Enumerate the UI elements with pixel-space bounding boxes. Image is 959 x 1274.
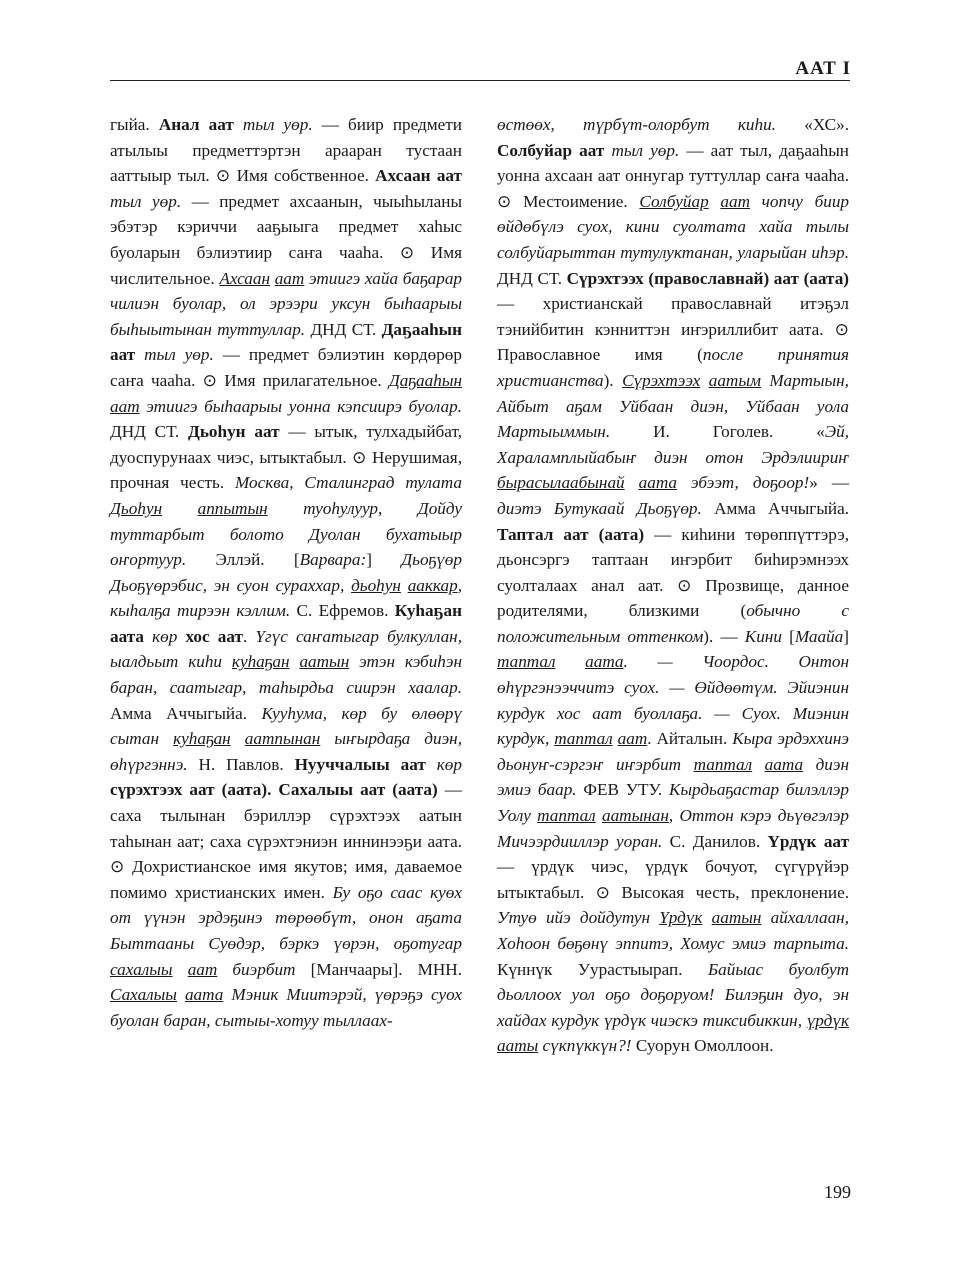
text-run: аат <box>187 959 218 979</box>
text-run: Нууччалыы аат <box>294 754 426 774</box>
text-run <box>556 652 586 671</box>
text-run: Сүрэхтээх <box>622 370 701 390</box>
text-run: «ХС». <box>775 115 849 134</box>
text-run: Амма Аччыгыйа. <box>110 703 262 723</box>
text-run: аатынан <box>601 806 669 826</box>
text-run: Мартыын, Айбыт аҕам Уйбаан диэн, Уйбаан уола Мартыыммын. <box>497 370 849 442</box>
text-run: таптал <box>537 806 596 826</box>
text-run: , кыһалҕа тирээн кэллим. <box>110 575 463 621</box>
text-run: аата <box>184 985 224 1005</box>
text-run: , Оттон кэрэ дьүөгэлэр Мичээрдииллэр уоран. <box>497 806 850 851</box>
text-run: Күннүк Уурастыырап. <box>497 959 708 979</box>
text-run: ). — <box>703 626 745 646</box>
text-run: С. Данилов. <box>662 831 768 851</box>
left-column <box>110 112 462 1033</box>
text-run: тыл уөр. <box>135 345 214 365</box>
text-run: Дьоһун <box>110 498 163 518</box>
text-run: аатын <box>299 652 350 672</box>
text-run: — биир предмети атылыы предметтэртэн арааран тустаан ааттыыр тыл. ⊙ Имя собственное. <box>110 115 462 186</box>
text-run: Кини <box>744 626 782 646</box>
text-run: Маайа <box>794 626 844 646</box>
text-run: — предмет бэлиэтин көрдөрөр саҥа чааһа. ⊙ Имя прилагательное. <box>110 345 462 390</box>
text-run <box>702 908 711 927</box>
text-run: аат <box>110 396 140 416</box>
text-run: Москва, Сталинград тулата <box>234 473 462 493</box>
text-run: сахалыы <box>110 959 173 979</box>
text-run <box>752 755 765 774</box>
text-run: ааты <box>497 1036 539 1056</box>
text-run: . — <box>623 652 703 672</box>
text-run: дьоһун <box>351 575 401 595</box>
text-run: ] <box>843 626 849 646</box>
text-run: аата <box>764 754 804 774</box>
text-run: тыл уөр. <box>604 140 680 160</box>
text-run: куһаҕан <box>173 729 231 749</box>
text-run: аатын <box>711 908 762 928</box>
left-column-text <box>110 112 462 1033</box>
text-run: — киһини төрөппүттэрэ, дьонсэргэ таптаан иҥэрбит биһирэмнээх суолталаах анал аат. ⊙ Прозвище, данное родителями, близкими ( <box>497 524 850 621</box>
text-run: Сахалыы <box>110 985 177 1005</box>
text-run: [ <box>781 626 795 646</box>
text-run: Бу оҕо саас куөх от үүнэн эрдэҕинэ төрөөбүт, онон аҕата Быттааны Суөдэр, бэркэ үөрэн, оҕотугар <box>110 882 462 953</box>
text-run: — үрдүк чиэс, үрдүк бочуот, сүгүрүйэр ытыктабыл. ⊙ Высокая честь, преклонение. <box>497 857 849 902</box>
text-run: аата <box>638 473 678 493</box>
text-run: аатпынан <box>244 729 321 749</box>
text-run: хос аат <box>185 626 243 646</box>
text-run <box>231 729 245 748</box>
text-run: ). <box>603 370 623 390</box>
text-run: Анал аат <box>158 115 234 134</box>
text-run <box>173 960 188 979</box>
text-run: Куһаҕан аата <box>110 601 462 646</box>
text-run <box>625 473 639 492</box>
text-run: Чоордос. Онтон өһүргэнээччитэ суох. — Өйдөөтүм. Эйиэнин курдук хос аат буоллаҕа. — Суох. Миэнин курдук, <box>497 652 849 749</box>
text-run: Дьоҕүөр Дьоҕүөрэбис, эн суон сураххар, <box>110 550 462 595</box>
text-run <box>709 192 721 211</box>
text-run: таптал <box>693 754 753 774</box>
text-run: диэтэ Бутукаай Дьоҕүөр. <box>497 498 702 518</box>
text-run: этэн кэбиһэн баран, саатыгар, таһырдьа сиирэн хаалар. <box>110 652 462 698</box>
text-run: Варвара: <box>299 550 367 570</box>
header-rule <box>110 80 850 81</box>
text-run: гыйа. <box>110 115 159 134</box>
text-run: аат <box>617 729 648 749</box>
text-run: ] <box>366 550 402 570</box>
page-number: 199 <box>824 1182 851 1202</box>
text-run: ДНД СТ. <box>305 319 382 339</box>
text-run: куһаҕан <box>231 652 290 672</box>
text-run: аат <box>720 191 750 211</box>
text-run: Кууһума, көр бу өлөөрү сытан <box>110 703 462 749</box>
text-run: Кыра эрдэххинэ дьонуҥ-сэргэҥ иҥэрбит <box>497 729 849 774</box>
text-run: туоһулуур, Дойду туттарбыт болото Дуолан бухатыыр оҥортуур. <box>110 498 462 570</box>
text-run: эбээт, доҕоор! <box>677 473 810 493</box>
text-run: Кырдьаҕастар билэллэр Уолу <box>497 780 849 826</box>
text-run: ДНД СТ. <box>110 422 188 442</box>
text-run: таптал <box>554 729 613 749</box>
running-header-title: ААТ I <box>795 58 851 79</box>
text-run <box>700 371 709 390</box>
text-run: айхаллаан, Хоһоон бөҕөнү эппитэ, Хомус эмиэ тарпыта. <box>497 908 850 953</box>
text-run: этиигэ хайа баҕарар чилиэн буолар, ол эрээри уксун быһаарыы быһыытынан туттуллар. <box>110 268 463 339</box>
text-run: үрдүк <box>806 1010 849 1030</box>
text-run: обычно с положительным оттенком <box>497 601 849 646</box>
text-run: сүкпүккүн?! <box>538 1036 632 1056</box>
text-run: ДНД СТ. <box>497 268 567 288</box>
text-run: С. Ефремов. <box>290 601 395 621</box>
text-run: после принятия христианства <box>497 345 849 390</box>
text-run: Сүрэхтээх (православнай) аат (аата) <box>566 268 850 288</box>
text-run: . Айталын. <box>647 729 733 749</box>
text-run: Эллэй. [ <box>186 550 300 570</box>
text-run <box>162 499 198 518</box>
text-run: » — <box>809 473 850 493</box>
text-run: Даҕааһын аат <box>110 319 462 365</box>
text-run: [Манчаары]. МНН. <box>295 959 463 979</box>
text-run <box>177 985 185 1004</box>
text-run: — ытык, тулхадыйбат, дуоспурунаах чиэс, ытыктабыл. ⊙ Нерушимая, прочная честь. <box>110 422 462 493</box>
text-run: сүрэхтээх аат (аата). Сахалыы аат (аата) <box>110 780 438 800</box>
text-run: көр <box>144 626 186 646</box>
text-run: Даҕааһын <box>388 370 462 390</box>
text-run: аатым <box>708 370 761 390</box>
text-run: көр <box>425 754 462 774</box>
text-run: Үгүс саҥатыгар булкуллан, ыалдьыт киһи <box>110 626 462 672</box>
text-run: ааккар <box>407 575 458 595</box>
text-run: Н. Павлов. <box>187 754 295 774</box>
text-run: — аат тыл, даҕааһын уонна ахсаан аат оннугар туттуллар саҥа чааһа. ⊙ Местоимение. <box>497 140 849 211</box>
text-run: — саха тылынан бэриллэр сүрэхтээх аатын таһынан аат; саха сүрэхтэниэн иннинээҕи аата. ⊙ Дохристианское имя якутов; имя, даваемое помимо христианских имен. <box>110 780 462 902</box>
text-run: Солбуйар аат <box>497 140 605 160</box>
text-run: Дьоһун аат <box>188 422 280 442</box>
text-run: өстөөх, түрбүт-олорбут киһи. <box>497 115 776 134</box>
right-column-text <box>497 112 849 1059</box>
text-run: Үрдүк <box>659 908 703 928</box>
text-run: аппытын <box>197 498 268 518</box>
text-run: — христианскай православнай итэҕэл тэнийбитин кэнниттэн иҥэриллибит аата. ⊙ Православное имя ( <box>497 294 849 365</box>
text-run: . <box>242 626 256 646</box>
text-run: тыл уөр. <box>233 115 313 134</box>
text-run: диэн эмиэ баар. <box>497 754 849 800</box>
text-run: — предмет ахсаанын, чыыһыланы эбэтэр кэриччи ааҕыыга предмет хаһыс буоларын бэлиэтиир саҥа чааһа. ⊙ Имя числительное. <box>110 191 462 288</box>
text-run: аат <box>274 268 305 288</box>
text-run: И. Гоголев. « <box>610 422 825 442</box>
text-run: этиигэ быһаарыы уонна кэпсиирэ буолар. <box>139 396 462 416</box>
text-run: Солбуйар <box>639 191 709 211</box>
text-run: Эй, Хараламплыйабыҥ диэн отон Эрдэлиириҥ <box>497 422 849 467</box>
text-run: ФЕВ УТУ. <box>576 780 669 800</box>
text-run: тыл уөр. <box>110 191 182 211</box>
text-run: Үрдүк аат <box>767 831 850 851</box>
text-run: Ахсаан <box>219 268 271 288</box>
text-run: Амма Аччыгыйа. <box>701 498 849 518</box>
text-run: ыҥырдаҕа диэн, өһүргэннэ. <box>110 729 462 774</box>
text-run: бырасылаабынай <box>497 473 625 493</box>
text-run: Байыас буолбут дьоллоох уол оҕо доҕоруом! Билэҕин дуо, эн хайдах курдук үрдүк чиэскэ тиксибиккин, <box>497 959 850 1030</box>
text-run <box>401 576 408 595</box>
text-run: таптал <box>497 652 556 672</box>
text-run: чопчу биир өйдөбүлэ суох, кини суолтата хайа тылы солбуйарыттан тутулуктанан, уларыйан иһэр. <box>497 191 850 262</box>
text-run: Суорун Омоллоон. <box>631 1036 774 1056</box>
text-run: Ахсаан аат <box>375 166 463 186</box>
text-run: Таптал аат (аата) <box>497 524 645 544</box>
text-run: Утуө ийэ дойдутун <box>497 908 660 928</box>
text-run: биэрбит <box>217 959 296 979</box>
right-column <box>497 112 849 1059</box>
text-run: аата <box>585 652 624 672</box>
text-run: Мэник Миитэрэй, үөрэҕэ суох буолан баран, сытыы-хотуу тыллаах- <box>110 985 462 1030</box>
text-run <box>290 652 300 671</box>
